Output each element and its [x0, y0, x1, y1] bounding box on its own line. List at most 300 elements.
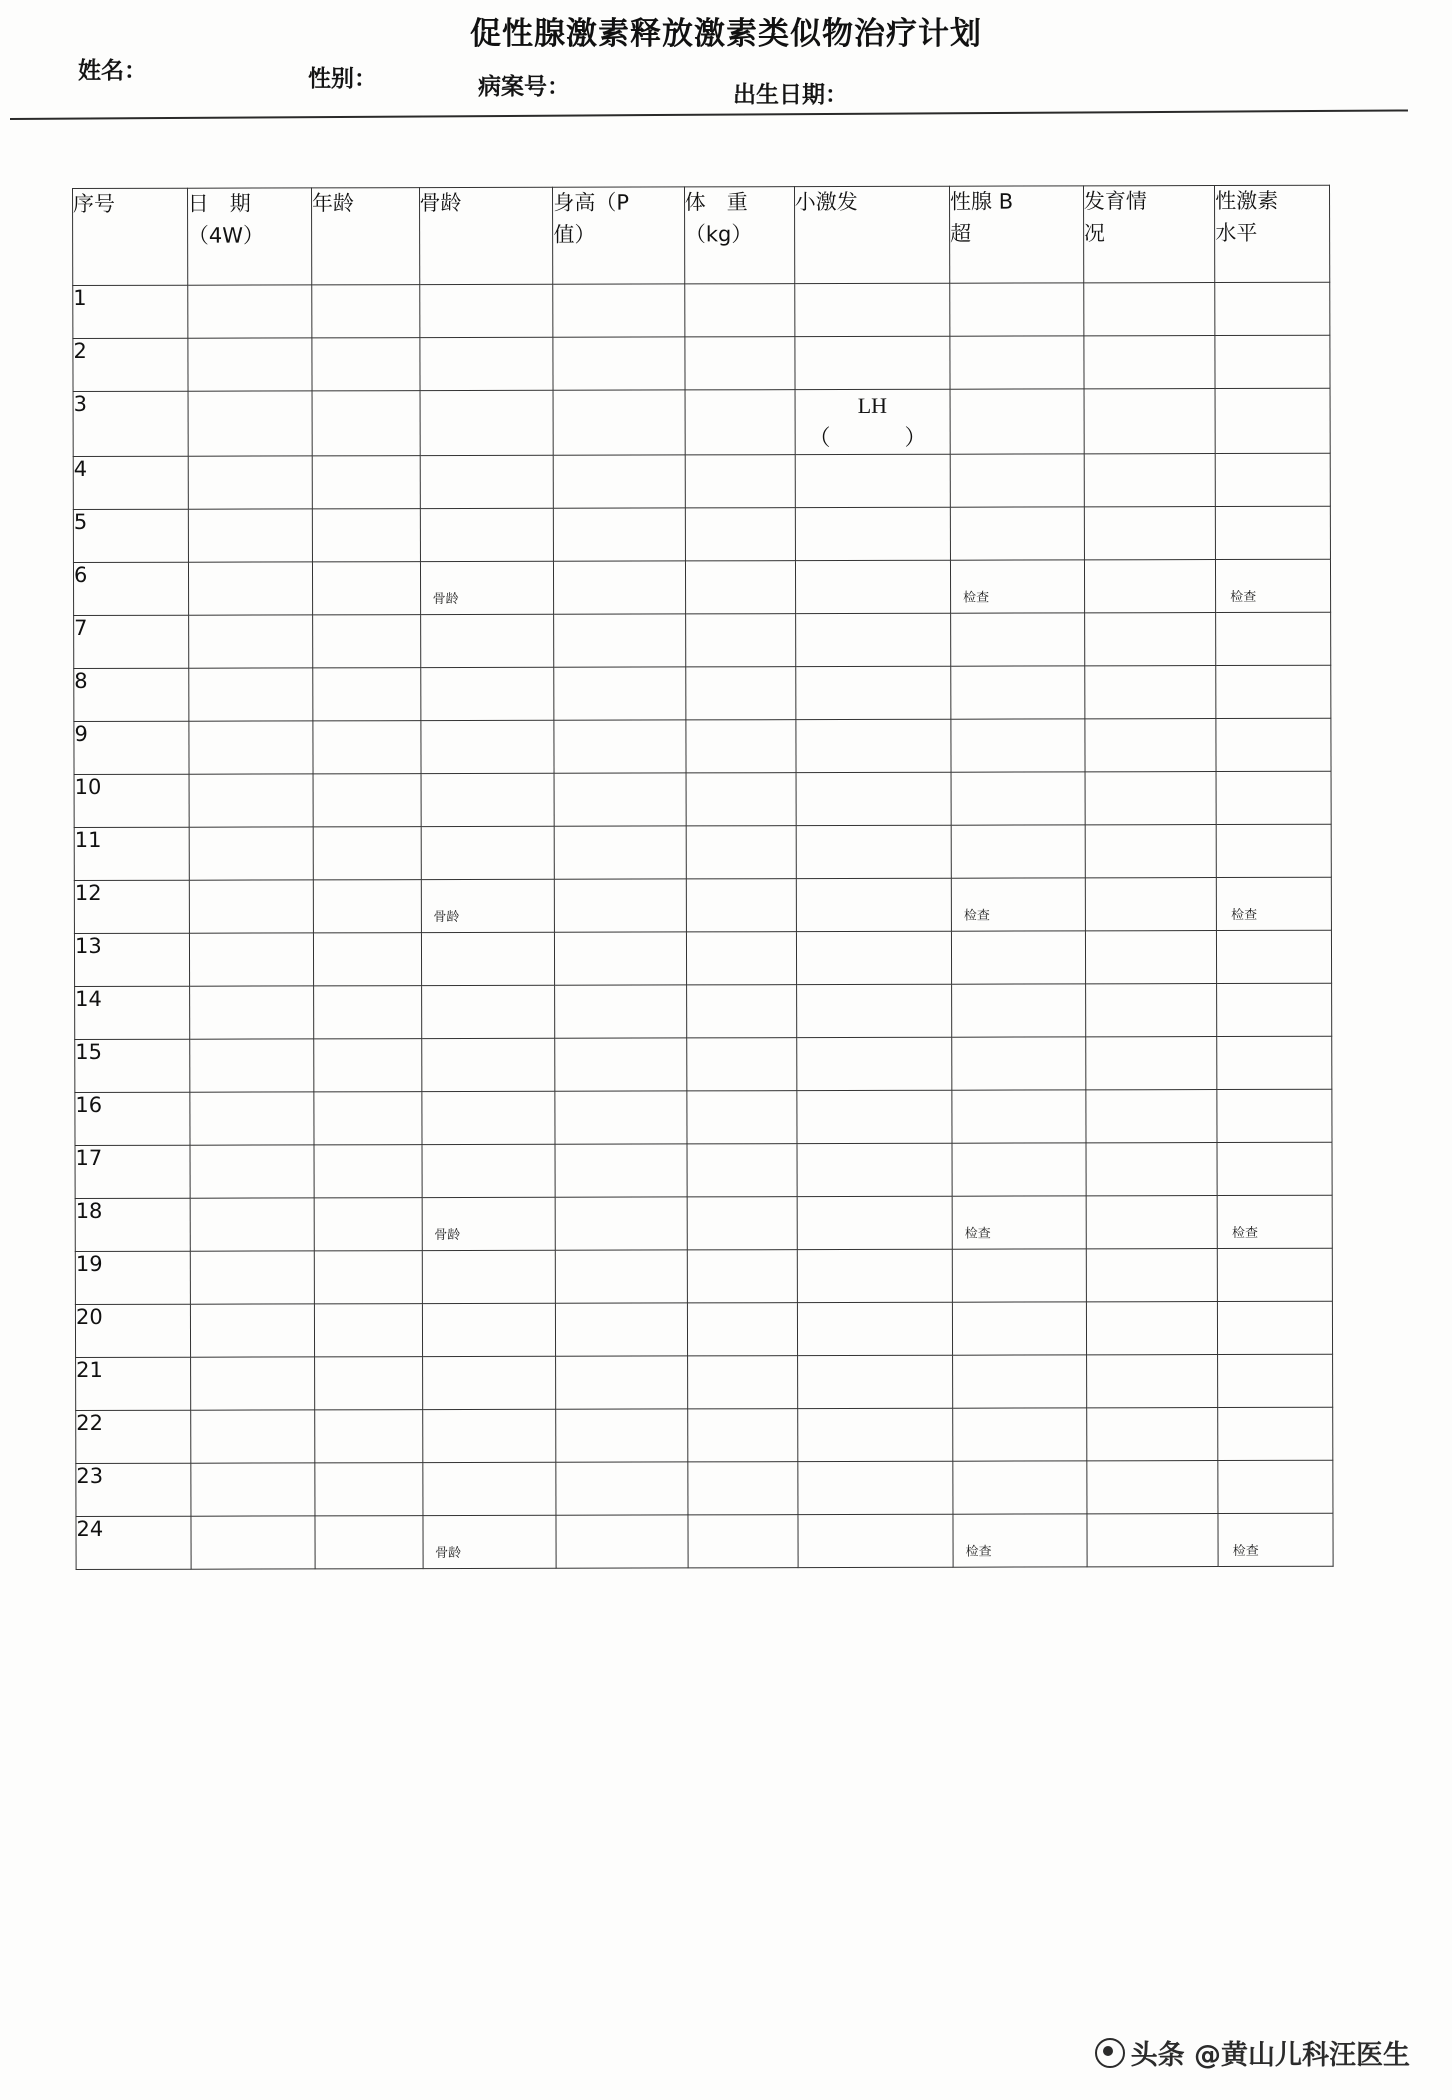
- bone-age-cell[interactable]: [422, 1303, 556, 1356]
- gonad-ultrasound-note: 检查: [965, 1544, 992, 1560]
- date-cell[interactable]: [190, 1304, 314, 1357]
- height-cell[interactable]: [554, 508, 686, 561]
- bone-age-cell[interactable]: [420, 455, 554, 508]
- bone-age-cell[interactable]: [420, 508, 554, 561]
- weight-cell[interactable]: [687, 1196, 797, 1249]
- col-header-height: [553, 187, 685, 284]
- development-cell[interactable]: [1086, 1248, 1218, 1301]
- stimulation-cell[interactable]: [795, 454, 950, 507]
- weight-cell[interactable]: [686, 719, 796, 772]
- gonad-ultrasound-cell[interactable]: [951, 666, 1085, 719]
- row-index-cell: 2: [73, 338, 188, 391]
- table-row: [75, 1248, 1332, 1304]
- gonad-ultrasound-cell[interactable]: [952, 1249, 1086, 1302]
- sex-hormone-cell[interactable]: [1217, 1089, 1332, 1142]
- table-row: [76, 1460, 1333, 1516]
- col-header-gonad-ultrasound-line1: 性腺 B: [949, 189, 1014, 214]
- table-row: [74, 877, 1331, 933]
- row-index-cell: 21: [76, 1357, 191, 1410]
- treatment-plan-table: [72, 185, 1334, 1570]
- bone-age-cell[interactable]: [422, 1197, 556, 1250]
- date-cell[interactable]: [188, 562, 312, 615]
- height-cell[interactable]: [553, 390, 685, 455]
- height-cell[interactable]: [556, 1515, 688, 1568]
- row-index-cell: 14: [75, 986, 190, 1039]
- col-header-gonad-ultrasound-line2: 超: [950, 221, 972, 246]
- weight-cell[interactable]: [686, 984, 796, 1037]
- date-cell[interactable]: [188, 615, 312, 668]
- table-row: [73, 282, 1330, 338]
- stimulation-cell[interactable]: [796, 1037, 951, 1090]
- stimulation-cell[interactable]: [796, 878, 951, 931]
- sex-hormone-cell[interactable]: [1217, 1195, 1332, 1248]
- bone-age-cell[interactable]: [421, 1038, 555, 1091]
- bone-age-cell[interactable]: [421, 985, 555, 1038]
- development-cell[interactable]: [1087, 1513, 1219, 1566]
- row-index-cell: 24: [76, 1516, 191, 1569]
- age-cell[interactable]: [312, 285, 420, 338]
- height-cell[interactable]: [555, 1038, 687, 1091]
- date-cell[interactable]: [189, 933, 313, 986]
- row-index-cell: 11: [74, 827, 189, 880]
- bone-age-cell[interactable]: [421, 826, 555, 879]
- age-cell[interactable]: [315, 1356, 423, 1409]
- row-index-cell: 1: [73, 285, 188, 338]
- weight-cell[interactable]: [687, 1355, 797, 1408]
- gonad-ultrasound-cell[interactable]: [951, 719, 1085, 772]
- age-cell[interactable]: [313, 720, 421, 773]
- bone-age-cell[interactable]: [422, 1515, 556, 1568]
- table-row: [73, 388, 1330, 456]
- sex-hormone-note: 检查: [1230, 589, 1257, 605]
- height-cell[interactable]: [554, 561, 686, 614]
- stimulation-cell[interactable]: [795, 613, 950, 666]
- age-cell[interactable]: [315, 1515, 423, 1568]
- stimulation-cell[interactable]: [797, 1249, 952, 1302]
- sex-hormone-cell[interactable]: [1216, 559, 1331, 612]
- date-cell[interactable]: [188, 338, 312, 391]
- bone-age-cell[interactable]: [420, 561, 554, 614]
- weight-cell[interactable]: [686, 825, 796, 878]
- stimulation-cell[interactable]: [795, 389, 950, 454]
- weight-cell[interactable]: [687, 1408, 797, 1461]
- development-cell[interactable]: [1085, 824, 1217, 877]
- stimulation-cell[interactable]: [796, 984, 951, 1037]
- development-cell[interactable]: [1086, 1407, 1218, 1460]
- height-cell[interactable]: [556, 1409, 688, 1462]
- stimulation-cell[interactable]: [797, 1408, 952, 1461]
- height-cell[interactable]: [553, 284, 685, 337]
- age-cell[interactable]: [314, 985, 422, 1038]
- col-header-bone-age: [419, 187, 553, 284]
- gonad-ultrasound-cell[interactable]: [950, 336, 1084, 389]
- gonad-ultrasound-cell[interactable]: [952, 1302, 1086, 1355]
- date-cell[interactable]: [190, 1092, 314, 1145]
- development-cell[interactable]: [1084, 283, 1216, 336]
- field-label-sex: 性别：: [308, 66, 377, 92]
- date-cell[interactable]: [188, 509, 312, 562]
- row-index-cell: 18: [75, 1198, 190, 1251]
- sex-hormone-cell[interactable]: [1215, 282, 1330, 335]
- gonad-ultrasound-note: 检查: [963, 590, 990, 606]
- development-cell[interactable]: [1084, 336, 1216, 389]
- development-cell[interactable]: [1084, 506, 1216, 559]
- bone-age-cell[interactable]: [422, 1250, 556, 1303]
- stimulation-cell[interactable]: [796, 772, 951, 825]
- height-cell[interactable]: [556, 1303, 688, 1356]
- sex-hormone-cell[interactable]: [1218, 1354, 1333, 1407]
- bone-age-cell[interactable]: [422, 1409, 556, 1462]
- bone-age-cell[interactable]: [420, 667, 554, 720]
- date-cell[interactable]: [187, 285, 311, 338]
- age-cell[interactable]: [313, 879, 421, 932]
- weight-cell[interactable]: [685, 390, 795, 455]
- weight-cell[interactable]: [687, 1249, 797, 1302]
- weight-cell[interactable]: [688, 1461, 798, 1514]
- row-index-cell: 17: [75, 1145, 190, 1198]
- stimulation-cell[interactable]: [798, 1514, 953, 1567]
- bone-age-cell[interactable]: [420, 390, 554, 455]
- weight-cell[interactable]: [685, 560, 795, 613]
- bone-age-note: 骨龄: [433, 909, 460, 925]
- sex-hormone-cell[interactable]: [1215, 335, 1330, 388]
- date-cell[interactable]: [190, 1198, 314, 1251]
- table-row: [76, 1407, 1333, 1463]
- gonad-ultrasound-cell[interactable]: [950, 389, 1084, 454]
- height-cell[interactable]: [554, 614, 686, 667]
- stimulation-value-placeholder: （ ）: [808, 424, 937, 450]
- development-cell[interactable]: [1085, 983, 1217, 1036]
- sex-hormone-cell[interactable]: [1216, 665, 1331, 718]
- weight-cell[interactable]: [684, 284, 794, 337]
- table-row: [76, 1513, 1333, 1569]
- age-cell[interactable]: [314, 1303, 422, 1356]
- development-cell[interactable]: [1087, 1460, 1219, 1513]
- bone-age-cell[interactable]: [421, 1091, 555, 1144]
- col-header-sex-hormone: [1215, 185, 1330, 282]
- gonad-ultrasound-cell[interactable]: [950, 560, 1084, 613]
- stimulation-cell[interactable]: [797, 1143, 952, 1196]
- sex-hormone-cell[interactable]: [1217, 1036, 1332, 1089]
- development-cell[interactable]: [1086, 1195, 1218, 1248]
- development-cell[interactable]: [1084, 453, 1216, 506]
- sex-hormone-cell[interactable]: [1216, 506, 1331, 559]
- col-header-age-line1: 年龄: [311, 191, 355, 216]
- bone-age-cell[interactable]: [422, 1462, 556, 1515]
- bone-age-cell[interactable]: [422, 1356, 556, 1409]
- table-row: [75, 1301, 1332, 1357]
- development-cell[interactable]: [1085, 930, 1217, 983]
- bone-age-cell[interactable]: [419, 284, 553, 337]
- sex-hormone-note: 检查: [1232, 1543, 1259, 1559]
- field-label-case-no: 病案号：: [478, 74, 570, 100]
- row-index-cell: 10: [74, 774, 189, 827]
- col-header-height-line2: 值）: [553, 222, 596, 247]
- weight-cell[interactable]: [687, 1090, 797, 1143]
- height-cell[interactable]: [556, 1462, 688, 1515]
- development-cell[interactable]: [1086, 1301, 1218, 1354]
- table-row: [74, 930, 1331, 986]
- table-row: [75, 983, 1332, 1039]
- header-divider: [10, 109, 1408, 120]
- stimulation-cell[interactable]: [797, 1302, 952, 1355]
- age-cell[interactable]: [312, 391, 420, 456]
- sex-hormone-cell[interactable]: [1216, 771, 1331, 824]
- stimulation-lh-label: LH: [857, 392, 888, 418]
- height-cell[interactable]: [554, 720, 686, 773]
- weight-cell[interactable]: [685, 454, 795, 507]
- development-cell[interactable]: [1085, 665, 1217, 718]
- height-cell[interactable]: [555, 1144, 687, 1197]
- row-index-cell: 15: [75, 1039, 190, 1092]
- stimulation-cell[interactable]: [797, 1461, 952, 1514]
- date-cell[interactable]: [188, 391, 312, 456]
- col-header-development-line1: 发育情: [1083, 189, 1147, 214]
- sex-hormone-cell[interactable]: [1217, 983, 1332, 1036]
- stimulation-cell[interactable]: [797, 1355, 952, 1408]
- stimulation-cell[interactable]: [795, 666, 950, 719]
- table-row: [76, 1354, 1333, 1410]
- sex-hormone-cell[interactable]: [1218, 1460, 1333, 1513]
- col-header-index-line1: 序号: [73, 191, 116, 216]
- gonad-ultrasound-cell[interactable]: [950, 283, 1084, 336]
- gonad-ultrasound-cell[interactable]: [950, 454, 1084, 507]
- col-header-height-line1: 身高（P: [553, 190, 630, 215]
- col-header-sex-hormone-line1: 性激素: [1215, 188, 1279, 214]
- date-cell[interactable]: [189, 986, 313, 1039]
- watermark-text: 头条 @黄山儿科汪医生: [1130, 2040, 1410, 2071]
- col-header-index: [73, 188, 188, 285]
- age-cell[interactable]: [314, 1144, 422, 1197]
- weight-cell[interactable]: [685, 666, 795, 719]
- weight-cell[interactable]: [686, 931, 796, 984]
- bone-age-cell[interactable]: [422, 1144, 556, 1197]
- sex-hormone-cell[interactable]: [1218, 1513, 1333, 1566]
- age-cell[interactable]: [312, 455, 420, 508]
- field-label-name: 姓名：: [78, 58, 147, 84]
- weight-cell[interactable]: [686, 1037, 796, 1090]
- table-row: [74, 665, 1331, 721]
- sex-hormone-cell[interactable]: [1216, 824, 1331, 877]
- development-cell[interactable]: [1086, 1089, 1218, 1142]
- sex-hormone-cell[interactable]: [1218, 1407, 1333, 1460]
- bone-age-cell[interactable]: [420, 720, 554, 773]
- bone-age-cell[interactable]: [419, 337, 553, 390]
- weight-cell[interactable]: [686, 878, 796, 931]
- gonad-ultrasound-cell[interactable]: [952, 984, 1086, 1037]
- height-cell[interactable]: [554, 667, 686, 720]
- col-header-date: [187, 188, 312, 285]
- age-cell[interactable]: [312, 561, 420, 614]
- col-header-weight: [684, 187, 794, 284]
- stimulation-cell[interactable]: [796, 931, 951, 984]
- header-fields: [78, 52, 1378, 108]
- bone-age-cell[interactable]: [420, 614, 554, 667]
- gonad-ultrasound-cell[interactable]: [953, 1408, 1087, 1461]
- row-index-cell: 3: [73, 391, 188, 456]
- sex-hormone-cell[interactable]: [1217, 877, 1332, 930]
- table-row: [75, 1195, 1332, 1251]
- height-cell[interactable]: [555, 932, 687, 985]
- table-row: [74, 771, 1331, 827]
- stimulation-cell[interactable]: [797, 1196, 952, 1249]
- stimulation-cell[interactable]: [794, 283, 949, 336]
- date-cell[interactable]: [191, 1463, 315, 1516]
- sex-hormone-cell[interactable]: [1217, 930, 1332, 983]
- bone-age-note: 骨龄: [435, 1545, 462, 1561]
- sex-hormone-cell[interactable]: [1215, 388, 1330, 453]
- development-cell[interactable]: [1084, 559, 1216, 612]
- row-index-cell: 20: [75, 1304, 190, 1357]
- development-cell[interactable]: [1086, 1142, 1218, 1195]
- row-index-cell: 13: [74, 933, 189, 986]
- height-cell[interactable]: [554, 826, 686, 879]
- weight-cell[interactable]: [685, 613, 795, 666]
- weight-cell[interactable]: [686, 772, 796, 825]
- stimulation-cell[interactable]: [795, 560, 950, 613]
- gonad-ultrasound-cell[interactable]: [951, 825, 1085, 878]
- gonad-ultrasound-cell[interactable]: [951, 772, 1085, 825]
- weight-cell[interactable]: [687, 1302, 797, 1355]
- date-cell[interactable]: [190, 1251, 314, 1304]
- col-header-development: [1083, 186, 1215, 283]
- date-cell[interactable]: [190, 1410, 314, 1463]
- gonad-ultrasound-cell[interactable]: [952, 1143, 1086, 1196]
- row-index-cell: 8: [74, 668, 189, 721]
- development-cell[interactable]: [1085, 718, 1217, 771]
- stimulation-cell[interactable]: [795, 507, 950, 560]
- development-cell[interactable]: [1085, 771, 1217, 824]
- gonad-ultrasound-cell[interactable]: [951, 931, 1085, 984]
- weight-cell[interactable]: [688, 1514, 798, 1567]
- table-row: [75, 1089, 1332, 1145]
- height-cell[interactable]: [556, 1356, 688, 1409]
- date-cell[interactable]: [191, 1516, 315, 1569]
- col-header-stimulation: [794, 186, 950, 283]
- age-cell[interactable]: [314, 1091, 422, 1144]
- bone-age-cell[interactable]: [421, 932, 555, 985]
- height-cell[interactable]: [556, 1250, 688, 1303]
- date-cell[interactable]: [188, 668, 312, 721]
- height-cell[interactable]: [555, 879, 687, 932]
- gonad-ultrasound-cell[interactable]: [951, 613, 1085, 666]
- gonad-ultrasound-cell[interactable]: [953, 1514, 1087, 1567]
- sex-hormone-cell[interactable]: [1216, 718, 1331, 771]
- row-index-cell: 5: [73, 509, 188, 562]
- watermark: [1095, 2033, 1410, 2072]
- date-cell[interactable]: [190, 1145, 314, 1198]
- age-cell[interactable]: [315, 1462, 423, 1515]
- page-title: 促性腺激素释放激素类似物治疗计划: [470, 16, 982, 52]
- table-row: [73, 559, 1330, 615]
- gonad-ultrasound-cell[interactable]: [953, 1355, 1087, 1408]
- sex-hormone-cell[interactable]: [1216, 612, 1331, 665]
- age-cell[interactable]: [313, 667, 421, 720]
- gonad-ultrasound-cell[interactable]: [950, 507, 1084, 560]
- stimulation-cell[interactable]: [796, 825, 951, 878]
- date-cell[interactable]: [189, 880, 313, 933]
- table-row: [73, 506, 1330, 562]
- age-cell[interactable]: [313, 773, 421, 826]
- col-header-development-line2: 况: [1083, 220, 1105, 245]
- development-cell[interactable]: [1084, 612, 1216, 665]
- development-cell[interactable]: [1084, 389, 1216, 454]
- age-cell[interactable]: [313, 826, 421, 879]
- weight-cell[interactable]: [685, 507, 795, 560]
- gonad-ultrasound-cell[interactable]: [952, 1196, 1086, 1249]
- date-cell[interactable]: [189, 827, 313, 880]
- height-cell[interactable]: [554, 455, 686, 508]
- col-header-age: [311, 188, 419, 285]
- height-cell[interactable]: [555, 985, 687, 1038]
- col-header-stimulation-line1: 小激发: [794, 189, 858, 215]
- height-cell[interactable]: [554, 773, 686, 826]
- gonad-ultrasound-cell[interactable]: [953, 1461, 1087, 1514]
- col-header-weight-line2: （kg）: [684, 221, 753, 246]
- age-cell[interactable]: [315, 1409, 423, 1462]
- date-cell[interactable]: [189, 774, 313, 827]
- gonad-ultrasound-cell[interactable]: [952, 1090, 1086, 1143]
- row-index-cell: 16: [75, 1092, 190, 1145]
- weight-cell[interactable]: [685, 337, 795, 390]
- bone-age-note: 骨龄: [432, 591, 459, 607]
- gonad-ultrasound-note: 检查: [963, 908, 990, 924]
- field-label-birthdate: 出生日期：: [733, 82, 848, 108]
- sex-hormone-cell[interactable]: [1215, 453, 1330, 506]
- weight-cell[interactable]: [687, 1143, 797, 1196]
- age-cell[interactable]: [314, 1250, 422, 1303]
- row-index-cell: 9: [74, 721, 189, 774]
- stimulation-cell[interactable]: [795, 336, 950, 389]
- gonad-ultrasound-cell[interactable]: [951, 878, 1085, 931]
- stimulation-cell[interactable]: [797, 1090, 952, 1143]
- sex-hormone-cell[interactable]: [1217, 1142, 1332, 1195]
- col-header-weight-line1: 体 重: [684, 190, 748, 215]
- age-cell[interactable]: [314, 1197, 422, 1250]
- age-cell[interactable]: [314, 1038, 422, 1091]
- height-cell[interactable]: [555, 1197, 687, 1250]
- gonad-ultrasound-note: 检查: [964, 1226, 991, 1242]
- date-cell[interactable]: [189, 721, 313, 774]
- date-cell[interactable]: [190, 1357, 314, 1410]
- bone-age-cell[interactable]: [421, 773, 555, 826]
- bone-age-cell[interactable]: [421, 879, 555, 932]
- development-cell[interactable]: [1086, 1036, 1218, 1089]
- age-cell[interactable]: [312, 338, 420, 391]
- sex-hormone-cell[interactable]: [1217, 1248, 1332, 1301]
- sex-hormone-note: 检查: [1231, 907, 1258, 923]
- row-index-cell: 6: [73, 562, 188, 615]
- gonad-ultrasound-cell[interactable]: [952, 1037, 1086, 1090]
- table-row: [74, 718, 1331, 774]
- age-cell[interactable]: [313, 614, 421, 667]
- table-row: [75, 1036, 1332, 1092]
- stimulation-cell[interactable]: [796, 719, 951, 772]
- age-cell[interactable]: [313, 932, 421, 985]
- bone-age-note: 骨龄: [434, 1227, 461, 1243]
- height-cell[interactable]: [553, 337, 685, 390]
- date-cell[interactable]: [188, 456, 312, 509]
- height-cell[interactable]: [555, 1091, 687, 1144]
- development-cell[interactable]: [1085, 877, 1217, 930]
- table-row: [73, 335, 1330, 391]
- development-cell[interactable]: [1086, 1354, 1218, 1407]
- age-cell[interactable]: [312, 508, 420, 561]
- row-index-cell: 23: [76, 1463, 191, 1516]
- row-index-cell: 7: [74, 615, 189, 668]
- sex-hormone-cell[interactable]: [1218, 1301, 1333, 1354]
- date-cell[interactable]: [189, 1039, 313, 1092]
